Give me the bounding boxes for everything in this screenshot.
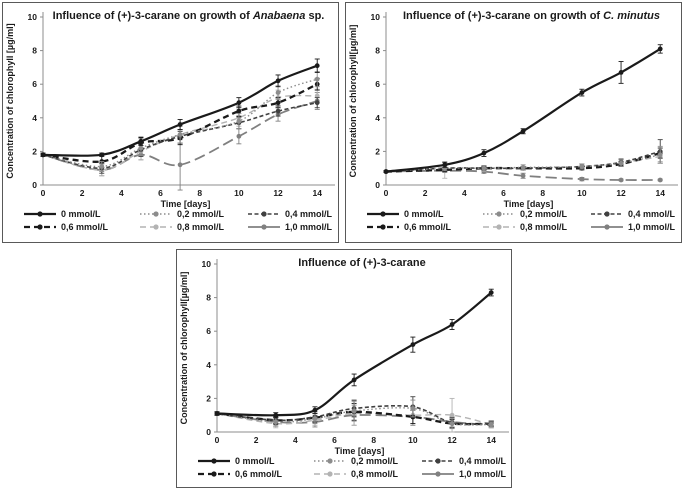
y-axis-label: Concentration of chlorophyll[µg/ml] [348, 24, 358, 178]
data-point-marker [41, 152, 46, 157]
legend-item [197, 456, 313, 466]
data-point-marker [619, 178, 624, 183]
chart-panel-anabaena [2, 2, 339, 243]
legend-marker-sample [604, 211, 609, 216]
data-point-marker [521, 165, 526, 170]
y-tick-label: 6 [206, 326, 211, 337]
legend-label: 1,0 mmol/L [628, 222, 676, 232]
data-point-marker [139, 146, 144, 151]
x-tick-label: 12 [273, 188, 283, 198]
legend-key-icon [197, 469, 231, 479]
legend-label: 0,6 mmol/L [235, 469, 283, 479]
x-tick-label: 0 [383, 188, 389, 198]
data-point-marker [489, 422, 494, 427]
data-point-marker [273, 420, 278, 425]
legend-marker-sample [153, 224, 158, 229]
legend-marker-sample [496, 211, 501, 216]
x-tick-label: 2 [79, 188, 85, 198]
data-point-marker [215, 411, 220, 416]
legend-item [247, 209, 338, 219]
legend-key-icon [590, 209, 624, 219]
legend-item [590, 222, 681, 232]
data-point-marker [178, 132, 183, 137]
data-point-marker [315, 77, 320, 82]
y-tick-label: 0 [375, 180, 380, 190]
legend-label: 0,6 mmol/L [404, 222, 452, 232]
y-tick-label: 8 [206, 292, 211, 303]
legend-item [23, 222, 139, 232]
x-tick-label: 10 [234, 188, 244, 198]
data-point-marker [237, 109, 242, 114]
legend-item [421, 469, 511, 479]
legend-key-icon [482, 222, 516, 232]
legend-key-icon [23, 209, 57, 219]
legend-item [366, 209, 482, 219]
y-tick-label: 10 [370, 12, 380, 22]
legend-key-icon [247, 222, 281, 232]
y-tick-label: 8 [32, 45, 37, 56]
legend-label: 0,4 mmol/L [459, 456, 507, 466]
x-tick-label: 4 [292, 435, 298, 445]
data-point-marker [276, 78, 281, 83]
legend-label: 1,0 mmol/L [285, 222, 333, 232]
series-line [386, 49, 660, 172]
x-tick-label: 4 [118, 188, 124, 198]
legend-key-icon [139, 209, 173, 219]
legend-marker-sample [327, 458, 332, 463]
legend-label: 0,8 mmol/L [177, 222, 225, 232]
legend-key-icon [313, 469, 347, 479]
legend-item [197, 469, 313, 479]
y-tick-label: 10 [201, 259, 211, 269]
legend-key-icon [313, 456, 347, 466]
chart-title [47, 10, 330, 22]
chart-canvas [3, 3, 340, 209]
legend-marker-sample [327, 471, 332, 476]
legend-item [139, 209, 247, 219]
data-point-marker [276, 90, 281, 95]
x-tick-label: 6 [158, 188, 163, 198]
legend-marker-sample [153, 211, 158, 216]
x-tick-label: 14 [312, 188, 322, 198]
legend-marker-sample [37, 224, 42, 229]
y-tick-label: 2 [32, 146, 37, 157]
data-point-marker [384, 169, 389, 174]
legend-key-icon [247, 209, 281, 219]
x-tick-label: 14 [486, 435, 496, 445]
legend-item [366, 222, 482, 232]
data-point-marker [315, 100, 320, 105]
x-axis-label: Time [days] [334, 446, 385, 456]
y-axis-label: Concentration of chlorophyll [µg/ml] [5, 23, 15, 179]
y-tick-label: 2 [375, 146, 380, 157]
data-point-marker [442, 162, 447, 167]
data-point-marker [482, 166, 487, 171]
data-point-marker [619, 161, 624, 166]
legend-key-icon [366, 209, 400, 219]
data-point-marker [411, 342, 416, 347]
chart-title [221, 257, 503, 269]
legend-item [482, 222, 590, 232]
legend-item [421, 456, 511, 466]
chart-title-part: sp. [305, 10, 325, 22]
legend-marker-sample [261, 224, 266, 229]
x-axis-label: Time [days] [503, 199, 554, 209]
x-tick-label: 6 [332, 435, 337, 445]
data-point-marker [580, 164, 585, 169]
legend-label: 0,8 mmol/L [351, 469, 399, 479]
data-point-marker [237, 119, 242, 124]
data-point-marker [658, 178, 663, 183]
y-tick-label: 2 [206, 393, 211, 404]
legend-label: 0,2 mmol/L [520, 209, 568, 219]
data-point-marker [482, 151, 487, 156]
data-point-marker [99, 164, 104, 169]
chart-panel-c-minutus [345, 2, 682, 243]
data-point-marker [178, 122, 183, 127]
legend-marker-sample [435, 471, 440, 476]
legend-key-icon [139, 222, 173, 232]
chart-title-part: Influence of (+)-3-carane on growth of [52, 10, 253, 22]
legend-key-icon [421, 456, 455, 466]
data-point-marker [313, 416, 318, 421]
legend-marker-sample [435, 458, 440, 463]
data-point-marker [489, 290, 494, 295]
legend-label: 0,2 mmol/L [351, 456, 399, 466]
chart-panel-combined [176, 249, 512, 488]
legend-label: 0 mmol/L [235, 456, 275, 466]
legend-label: 0,6 mmol/L [61, 222, 109, 232]
legend-item [139, 222, 247, 232]
legend-marker-sample [604, 224, 609, 229]
legend-key-icon [197, 456, 231, 466]
chart-legend [346, 209, 681, 232]
legend-label: 0,2 mmol/L [177, 209, 225, 219]
data-point-marker [99, 152, 104, 157]
x-tick-label: 12 [447, 435, 457, 445]
series-line [217, 293, 491, 416]
data-point-marker [178, 162, 183, 167]
x-tick-label: 10 [408, 435, 418, 445]
chart-title-part: Influence of (+)-3-carane on growth of [403, 10, 604, 22]
x-tick-label: 2 [253, 435, 259, 445]
legend-item [590, 209, 681, 219]
chart-canvas [346, 3, 683, 209]
legend-key-icon [590, 222, 624, 232]
y-tick-label: 6 [375, 79, 380, 90]
data-point-marker [276, 109, 281, 114]
data-point-marker [352, 409, 357, 414]
legend-marker-sample [211, 458, 216, 463]
data-point-marker [237, 100, 242, 105]
chart-legend [177, 456, 511, 479]
data-point-marker [521, 129, 526, 134]
x-axis-label: Time [days] [160, 199, 211, 209]
x-tick-label: 0 [40, 188, 46, 198]
x-tick-label: 8 [197, 188, 203, 198]
legend-marker-sample [211, 471, 216, 476]
data-point-marker [580, 90, 585, 95]
data-point-marker [411, 406, 416, 411]
x-tick-label: 14 [655, 188, 665, 198]
chart-title-part: Influence of (+)-3-carane [298, 257, 426, 269]
legend-label: 0,4 mmol/L [628, 209, 676, 219]
legend-label: 0,4 mmol/L [285, 209, 333, 219]
chart-legend [3, 209, 338, 232]
data-point-marker [580, 177, 585, 182]
data-point-marker [450, 413, 455, 418]
y-tick-label: 0 [32, 180, 37, 190]
data-point-marker [619, 70, 624, 75]
chart-canvas [177, 250, 514, 456]
y-axis-label: Concentration of chlorophyll[µg/ml] [179, 271, 189, 425]
y-tick-label: 4 [32, 112, 37, 123]
legend-label: 1,0 mmol/L [459, 469, 507, 479]
y-tick-label: 4 [375, 112, 380, 123]
data-point-marker [315, 63, 320, 68]
legend-key-icon [482, 209, 516, 219]
x-tick-label: 6 [501, 188, 506, 198]
legend-key-icon [23, 222, 57, 232]
data-point-marker [273, 413, 278, 418]
chart-title-part: C. minutus [603, 10, 660, 22]
x-tick-label: 10 [577, 188, 587, 198]
x-tick-label: 2 [422, 188, 428, 198]
legend-marker-sample [37, 211, 42, 216]
y-tick-label: 0 [206, 427, 211, 437]
legend-item [313, 469, 421, 479]
chart-title [390, 10, 673, 22]
data-point-marker [658, 47, 663, 52]
legend-label: 0 mmol/L [61, 209, 101, 219]
y-tick-label: 8 [375, 45, 380, 56]
data-point-marker [276, 100, 281, 105]
x-tick-label: 8 [371, 435, 377, 445]
data-point-marker [352, 378, 357, 383]
x-tick-label: 4 [461, 188, 467, 198]
data-point-marker [658, 152, 663, 157]
legend-marker-sample [380, 224, 385, 229]
legend-marker-sample [496, 224, 501, 229]
legend-label: 0 mmol/L [404, 209, 444, 219]
data-point-marker [521, 173, 526, 178]
legend-marker-sample [261, 211, 266, 216]
legend-item [247, 222, 338, 232]
chart-title-part: Anabaena [252, 10, 306, 22]
data-point-marker [450, 421, 455, 426]
x-tick-label: 0 [214, 435, 220, 445]
y-tick-label: 6 [32, 79, 37, 90]
y-tick-label: 4 [206, 359, 211, 370]
x-tick-label: 8 [540, 188, 546, 198]
data-point-marker [313, 408, 318, 413]
data-point-marker [450, 322, 455, 327]
legend-label: 0,8 mmol/L [520, 222, 568, 232]
legend-item [23, 209, 139, 219]
legend-item [313, 456, 421, 466]
data-point-marker [139, 139, 144, 144]
legend-item [482, 209, 590, 219]
legend-key-icon [366, 222, 400, 232]
data-point-marker [237, 134, 242, 139]
legend-key-icon [421, 469, 455, 479]
y-tick-label: 10 [27, 12, 37, 22]
legend-marker-sample [380, 211, 385, 216]
x-tick-label: 12 [616, 188, 626, 198]
